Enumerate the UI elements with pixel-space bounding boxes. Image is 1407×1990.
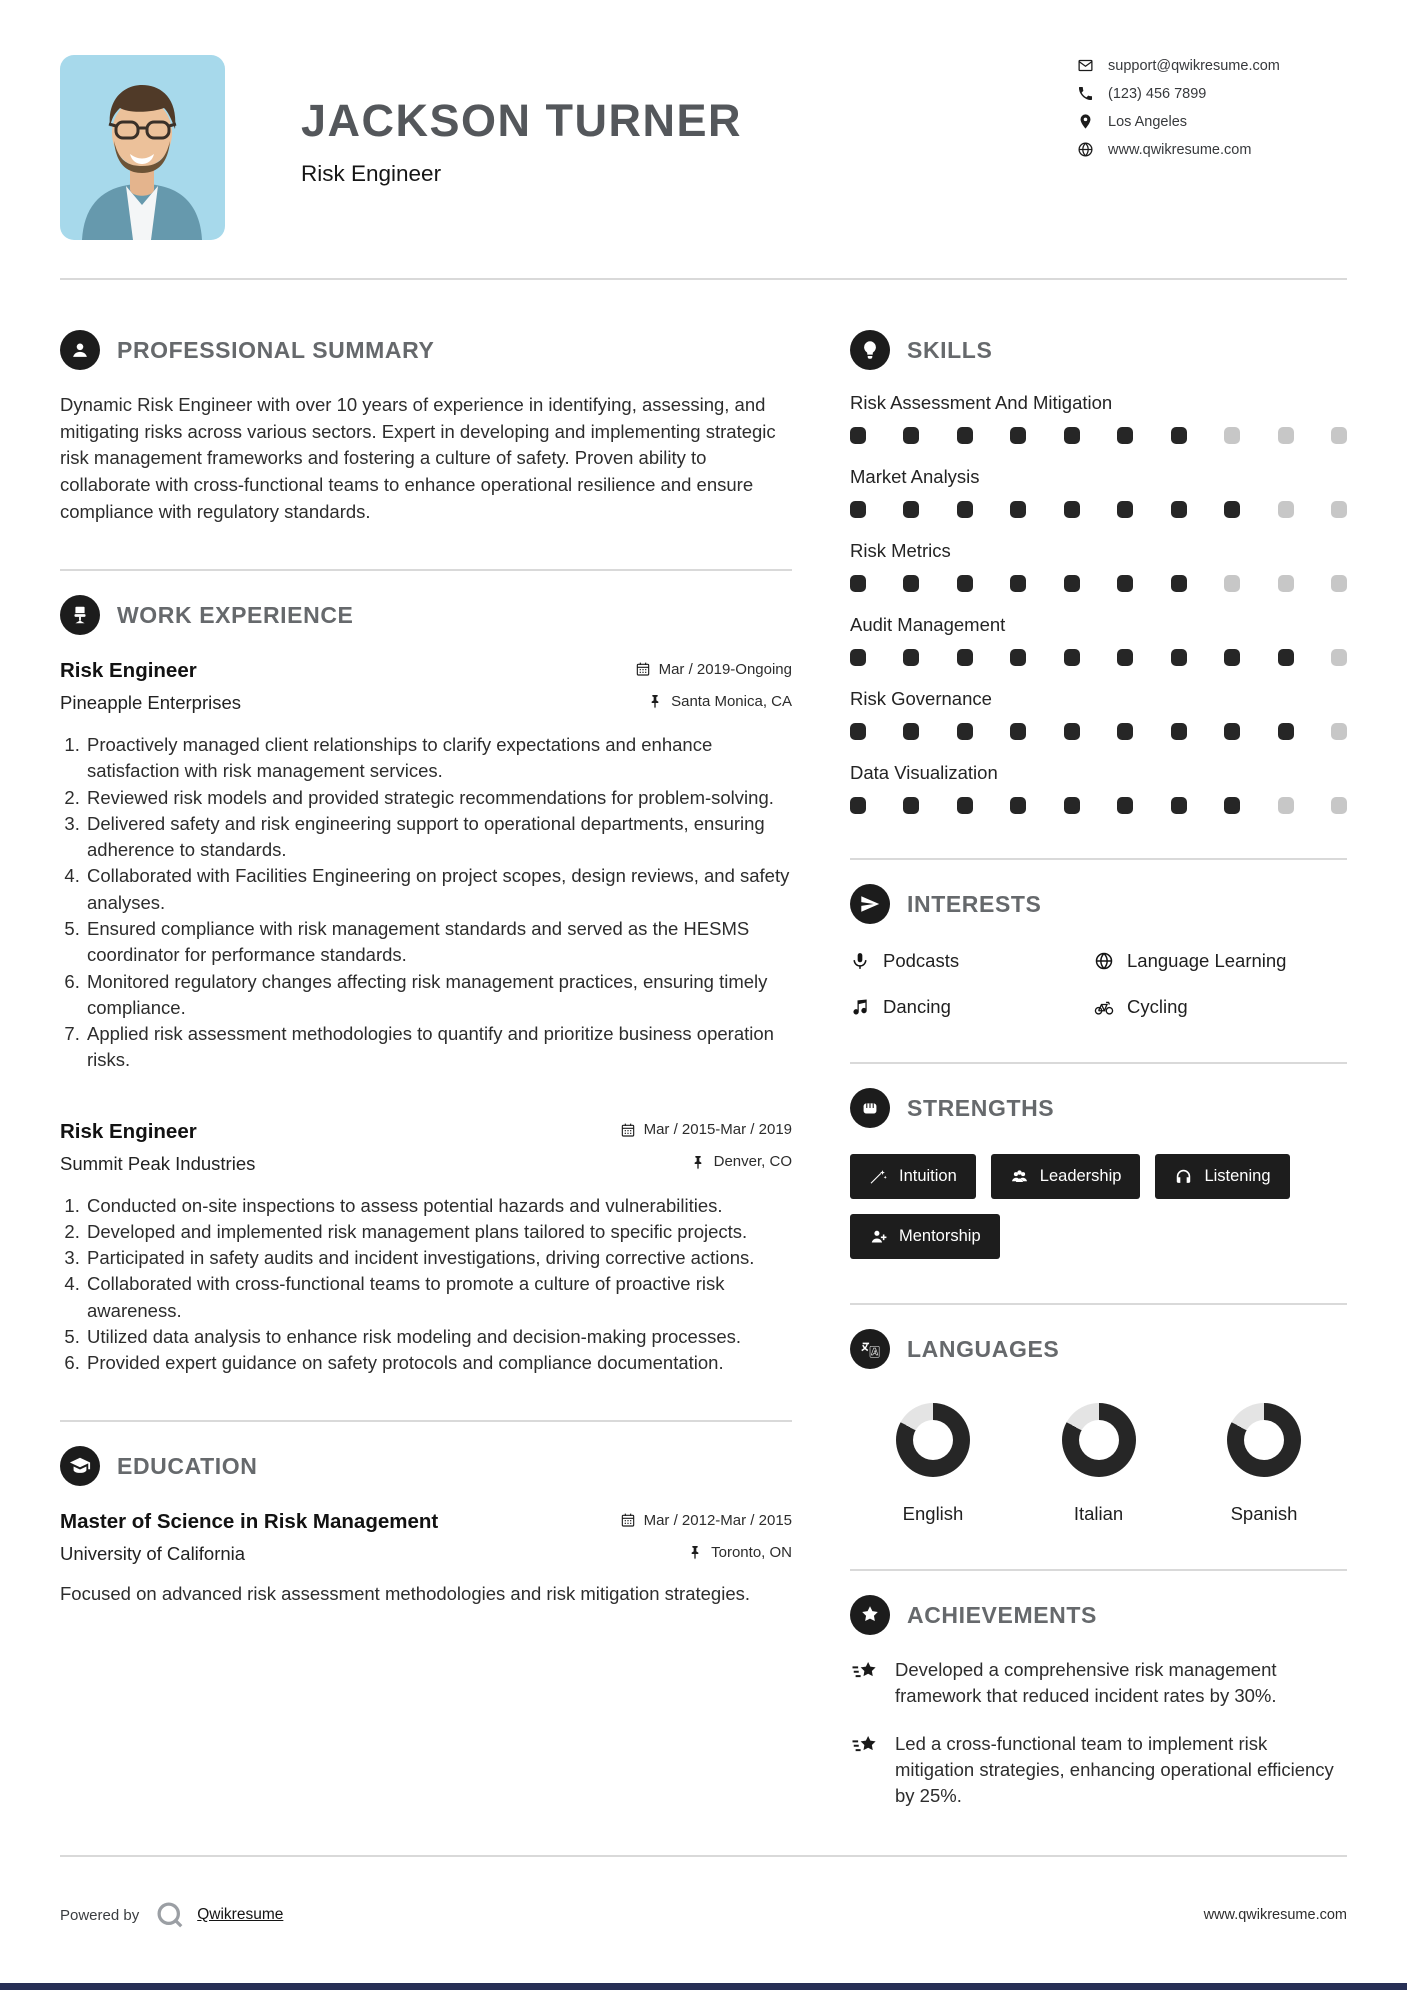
job-bullet: 4. Collaborated with Facilities Engineering on project scopes, design reviews, and safety analyses. [85, 863, 792, 916]
skill-name: Risk Assessment And Mitigation [850, 392, 1113, 413]
skill-dot-filled [1278, 649, 1294, 666]
skill-dot-filled [1064, 427, 1080, 444]
divider [850, 1569, 1347, 1571]
achievements-section [850, 1595, 1347, 1808]
work-heading: WORK EXPERIENCE [117, 601, 354, 628]
summary-section [60, 330, 792, 525]
job-dates-text: Mar / 2019-Ongoing [658, 660, 792, 678]
skill-dot-filled [1224, 649, 1240, 666]
skill-dot-filled [957, 649, 973, 666]
person-name: JACKSON TURNER [301, 95, 743, 146]
skill-dot-filled [1010, 649, 1026, 666]
wand-icon [869, 1167, 888, 1186]
content-columns [60, 280, 1347, 1808]
education-section [60, 1446, 792, 1608]
skill-dot-filled [957, 427, 973, 444]
strength-list [850, 1154, 1347, 1259]
skill-dot-empty [1331, 797, 1347, 814]
globe-icon [1094, 951, 1114, 971]
divider [60, 569, 792, 571]
translate-icon [850, 1329, 890, 1369]
strengths-section [850, 1088, 1347, 1259]
skills-heading: SKILLS [907, 336, 993, 363]
pin-icon [647, 693, 663, 709]
skill-dot-filled [1010, 501, 1026, 518]
job-bullet: 7. Applied risk assessment methodologies to quantify and prioritize business operation risks. [85, 1021, 792, 1074]
skill-name: Audit Management [850, 614, 1006, 635]
education-note: Focused on advanced risk assessment methodologies and risk mitigation strategies. [60, 1583, 750, 1605]
section-header [60, 330, 792, 370]
divider [850, 1062, 1347, 1064]
skill-dot-empty [1331, 501, 1347, 518]
skill-dot-empty [1331, 723, 1347, 740]
contact-list [1077, 57, 1347, 240]
calendar-icon [620, 1122, 636, 1138]
language-item [1189, 1403, 1339, 1525]
profile-photo [60, 55, 225, 240]
skill-dot-filled [903, 427, 919, 444]
skill-dot-filled [1117, 649, 1133, 666]
skill-dot-filled [957, 501, 973, 518]
skill-dot-empty [1278, 575, 1294, 592]
skill-dot-filled [1117, 427, 1133, 444]
email-icon [1077, 57, 1094, 74]
skill-rating [850, 797, 1347, 814]
job-location [690, 1153, 792, 1170]
divider [850, 858, 1347, 860]
interests-section [850, 884, 1347, 1018]
divider [60, 1420, 792, 1422]
skill-dot-filled [1117, 723, 1133, 740]
summary-heading: PROFESSIONAL SUMMARY [117, 336, 435, 363]
skill-dot-filled [1171, 501, 1187, 518]
music-note-icon [850, 997, 870, 1017]
interest-list [850, 950, 1347, 1018]
job-bullet: 6. Monitored regulatory changes affecting risk management practices, ensuring timely compliance. [85, 969, 792, 1022]
job-bullet: 5. Ensured compliance with risk management standards and served as the HESMS coordinator for performance standards. [85, 916, 792, 969]
calendar-icon [620, 1512, 636, 1528]
education-dates [620, 1512, 792, 1529]
strengths-heading: STRENGTHS [907, 1094, 1055, 1121]
pin-icon [687, 1544, 703, 1560]
language-list [850, 1403, 1347, 1525]
skills-section [850, 330, 1347, 814]
contact-item [1077, 141, 1347, 158]
skill-dot-filled [1010, 575, 1026, 592]
job-bullet: 3. Participated in safety audits and incident investigations, driving corrective actions. [85, 1245, 792, 1271]
language-donut-chart [1062, 1403, 1136, 1477]
users-icon [1010, 1167, 1029, 1186]
contact-text: www.qwikresume.com [1108, 141, 1252, 158]
skill-rating [850, 649, 1347, 666]
skill-dot-empty [1278, 427, 1294, 444]
identity-block [301, 95, 742, 240]
fist-icon [850, 1088, 890, 1128]
job-location-text: Denver, CO [713, 1153, 792, 1171]
contact-item [1077, 85, 1347, 102]
job-title: Risk Engineer [60, 659, 197, 683]
skill-dot-filled [1117, 575, 1133, 592]
interest-label: Cycling [1127, 996, 1188, 1017]
paper-plane-icon [850, 884, 890, 924]
language-donut-chart [896, 1403, 970, 1477]
skill-list [850, 392, 1347, 814]
chair-icon [60, 595, 100, 635]
header [60, 0, 1347, 240]
skill-dot-filled [1117, 501, 1133, 518]
job-company: Pineapple Enterprises [60, 692, 241, 714]
skill-dot-filled [850, 723, 866, 740]
section-header [850, 1088, 1347, 1128]
graduation-cap-icon [60, 1446, 100, 1486]
user-plus-icon [869, 1227, 888, 1246]
skill-dot-filled [1224, 723, 1240, 740]
skill-rating [850, 575, 1347, 592]
person-portrait-illustration [60, 55, 225, 240]
interest-label: Podcasts [883, 950, 960, 971]
skill-dot-empty [1224, 575, 1240, 592]
skill-item [850, 688, 1347, 740]
skill-dot-filled [1064, 501, 1080, 518]
user-icon [60, 330, 100, 370]
strength-label: Mentorship [899, 1227, 981, 1245]
section-header [60, 1446, 792, 1486]
job-bullet: 1. Proactively managed client relationships to clarify expectations and enhance satisfaction with risk management services. [85, 732, 792, 785]
job-bullet-list [60, 732, 792, 1073]
job-dates [620, 1121, 792, 1138]
headphones-icon [1174, 1167, 1193, 1186]
languages-section [850, 1329, 1347, 1525]
job-bullet: 4. Collaborated with cross-functional teams to promote a culture of proactive risk awareness. [85, 1271, 792, 1324]
skill-item [850, 762, 1347, 814]
school-name: University of California [60, 1543, 246, 1565]
job-bullet-list [60, 1193, 792, 1377]
job-entry [60, 659, 792, 1073]
divider [850, 1303, 1347, 1305]
contact-text: (123) 456 7899 [1108, 85, 1207, 102]
skill-dot-filled [1064, 649, 1080, 666]
skill-dot-empty [1331, 575, 1347, 592]
contact-item [1077, 113, 1347, 130]
skill-dot-filled [1064, 797, 1080, 814]
right-column [850, 280, 1347, 1808]
skill-dot-filled [903, 723, 919, 740]
languages-heading: LANGUAGES [907, 1335, 1060, 1362]
interest-item [850, 996, 1094, 1018]
interests-heading: INTERESTS [907, 890, 1042, 917]
left-column [60, 280, 792, 1808]
job-location-text: Santa Monica, CA [671, 692, 792, 710]
work-section [60, 595, 792, 1376]
interest-item [1094, 996, 1347, 1018]
skill-dot-filled [1010, 797, 1026, 814]
job-bullet: 5. Utilized data analysis to enhance risk modeling and decision-making processes. [85, 1324, 792, 1350]
strength-label: Listening [1204, 1167, 1271, 1185]
achievement-text: Led a cross-functional team to implement risk mitigation strategies, enhancing operational efficiency by 25%. [895, 1732, 1334, 1806]
skill-name: Data Visualization [850, 762, 998, 783]
interest-label: Language Learning [1127, 950, 1287, 971]
skill-dot-filled [1171, 427, 1187, 444]
education-location-text: Toronto, ON [711, 1543, 792, 1561]
contact-text: Los Angeles [1108, 113, 1188, 130]
strength-badge [1155, 1154, 1289, 1199]
job-bullet: 1. Conducted on-site inspections to assess potential hazards and vulnerabilities. [85, 1193, 792, 1219]
education-location [687, 1544, 792, 1561]
job-title: Risk Engineer [60, 1119, 197, 1143]
job-bullet: 3. Delivered safety and risk engineering support to operational departments, ensuring adherence to standards. [85, 811, 792, 864]
achievement-item [850, 1657, 1347, 1709]
contact-text: support@qwikresume.com [1108, 57, 1280, 74]
skill-dot-filled [1224, 797, 1240, 814]
skill-dot-filled [957, 797, 973, 814]
skill-dot-filled [1171, 723, 1187, 740]
education-entry [60, 1510, 792, 1608]
skill-dot-filled [1117, 797, 1133, 814]
job-company-row [60, 1153, 792, 1175]
star-circle-icon [850, 1595, 890, 1635]
skill-item [850, 614, 1347, 666]
language-item [1024, 1403, 1174, 1525]
language-label: Spanish [1230, 1503, 1298, 1524]
job-company-row [60, 692, 792, 714]
contact-item [1077, 57, 1347, 74]
school-row [60, 1543, 792, 1565]
skill-dot-empty [1331, 427, 1347, 444]
skill-rating [850, 501, 1347, 518]
footer-divider [60, 1855, 1347, 1857]
skill-item [850, 466, 1347, 518]
q-logo-icon [155, 1900, 185, 1930]
skill-name: Risk Governance [850, 688, 992, 709]
globe-icon [1077, 141, 1094, 158]
summary-text: Dynamic Risk Engineer with over 10 years of experience in identifying, assessing, and mitigating risks across various sectors. Expert in developing and implementing strategic risk management frameworks and fostering a culture of safety. Proven ability to collaborate with cross-functional teams to enhance operational resilience and ensure compliance with regulatory standards. [60, 394, 776, 522]
powered-by-label: Powered by [60, 1906, 140, 1924]
skill-name: Risk Metrics [850, 540, 951, 561]
skill-dot-filled [850, 501, 866, 518]
job-dates [635, 661, 792, 678]
degree-title: Master of Science in Risk Management [60, 1510, 439, 1534]
section-header [60, 595, 792, 635]
skill-dot-filled [903, 797, 919, 814]
achievement-list [850, 1657, 1347, 1808]
bottom-accent-bar [0, 1983, 1407, 1990]
skill-dot-empty [1278, 797, 1294, 814]
section-header [850, 1595, 1347, 1635]
skill-dot-filled [850, 575, 866, 592]
skill-dot-filled [1224, 501, 1240, 518]
skill-dot-empty [1278, 501, 1294, 518]
achievement-text: Developed a comprehensive risk management framework that reduced incident rates by 30%. [895, 1659, 1277, 1706]
degree-row [60, 1510, 792, 1534]
section-header [850, 884, 1347, 924]
job-bullet: 2. Reviewed risk models and provided strategic recommendations for problem-solving. [85, 785, 792, 811]
calendar-icon [635, 661, 651, 677]
footer [60, 1900, 1347, 1930]
qwikresume-link[interactable]: Qwikresume [197, 1906, 284, 1923]
skill-item [850, 540, 1347, 592]
skill-dot-filled [850, 427, 866, 444]
pin-icon [690, 1154, 706, 1170]
strength-label: Leadership [1039, 1167, 1122, 1185]
skill-item [850, 392, 1347, 444]
skill-dot-filled [1171, 797, 1187, 814]
interest-item [850, 950, 1094, 972]
job-company: Summit Peak Industries [60, 1152, 256, 1174]
interest-item [1094, 950, 1347, 972]
section-header [850, 1329, 1347, 1369]
interest-label: Dancing [883, 996, 951, 1017]
section-header [850, 330, 1347, 370]
skill-dot-filled [903, 649, 919, 666]
skill-dot-filled [850, 797, 866, 814]
job-list [60, 659, 792, 1376]
location-icon [1077, 113, 1094, 130]
achievements-heading: ACHIEVEMENTS [907, 1601, 1097, 1628]
job-bullet: 6. Provided expert guidance on safety protocols and compliance documentation. [85, 1350, 792, 1376]
strength-badge [850, 1154, 976, 1199]
skill-dot-empty [1224, 427, 1240, 444]
job-bullet: 2. Developed and implemented risk management plans tailored to specific projects. [85, 1219, 792, 1245]
education-heading: EDUCATION [117, 1452, 258, 1479]
strength-label: Intuition [899, 1167, 957, 1185]
person-title: Risk Engineer [301, 161, 442, 186]
skill-dot-filled [1010, 427, 1026, 444]
skill-dot-filled [1064, 723, 1080, 740]
language-label: English [902, 1503, 964, 1524]
skill-dot-filled [1010, 723, 1026, 740]
education-dates-text: Mar / 2012-Mar / 2015 [643, 1511, 792, 1529]
skill-dot-filled [903, 501, 919, 518]
phone-icon [1077, 85, 1094, 102]
skill-dot-empty [1331, 649, 1347, 666]
skill-dot-filled [1064, 575, 1080, 592]
skill-rating [850, 723, 1347, 740]
shooting-star-icon [850, 1731, 880, 1761]
skill-dot-filled [1171, 575, 1187, 592]
job-location [647, 693, 792, 710]
footer-website: www.qwikresume.com [1203, 1907, 1347, 1923]
job-title-row [60, 1120, 792, 1144]
skill-dot-filled [1278, 723, 1294, 740]
skill-rating [850, 427, 1347, 444]
shooting-star-icon [850, 1657, 880, 1687]
strength-badge [991, 1154, 1141, 1199]
skill-dot-filled [850, 649, 866, 666]
language-label: Italian [1073, 1503, 1124, 1524]
job-dates-text: Mar / 2015-Mar / 2019 [643, 1121, 792, 1139]
skill-dot-filled [903, 575, 919, 592]
skill-dot-filled [957, 723, 973, 740]
skill-dot-filled [957, 575, 973, 592]
language-donut-chart [1227, 1403, 1301, 1477]
skill-dot-filled [1171, 649, 1187, 666]
language-item [858, 1403, 1008, 1525]
job-title-row [60, 659, 792, 683]
bicycle-icon [1094, 997, 1114, 1017]
achievement-item [850, 1731, 1347, 1809]
microphone-icon [850, 951, 870, 971]
bulb-icon [850, 330, 890, 370]
strength-badge [850, 1214, 1000, 1259]
skill-name: Market Analysis [850, 466, 980, 487]
job-entry [60, 1120, 792, 1377]
